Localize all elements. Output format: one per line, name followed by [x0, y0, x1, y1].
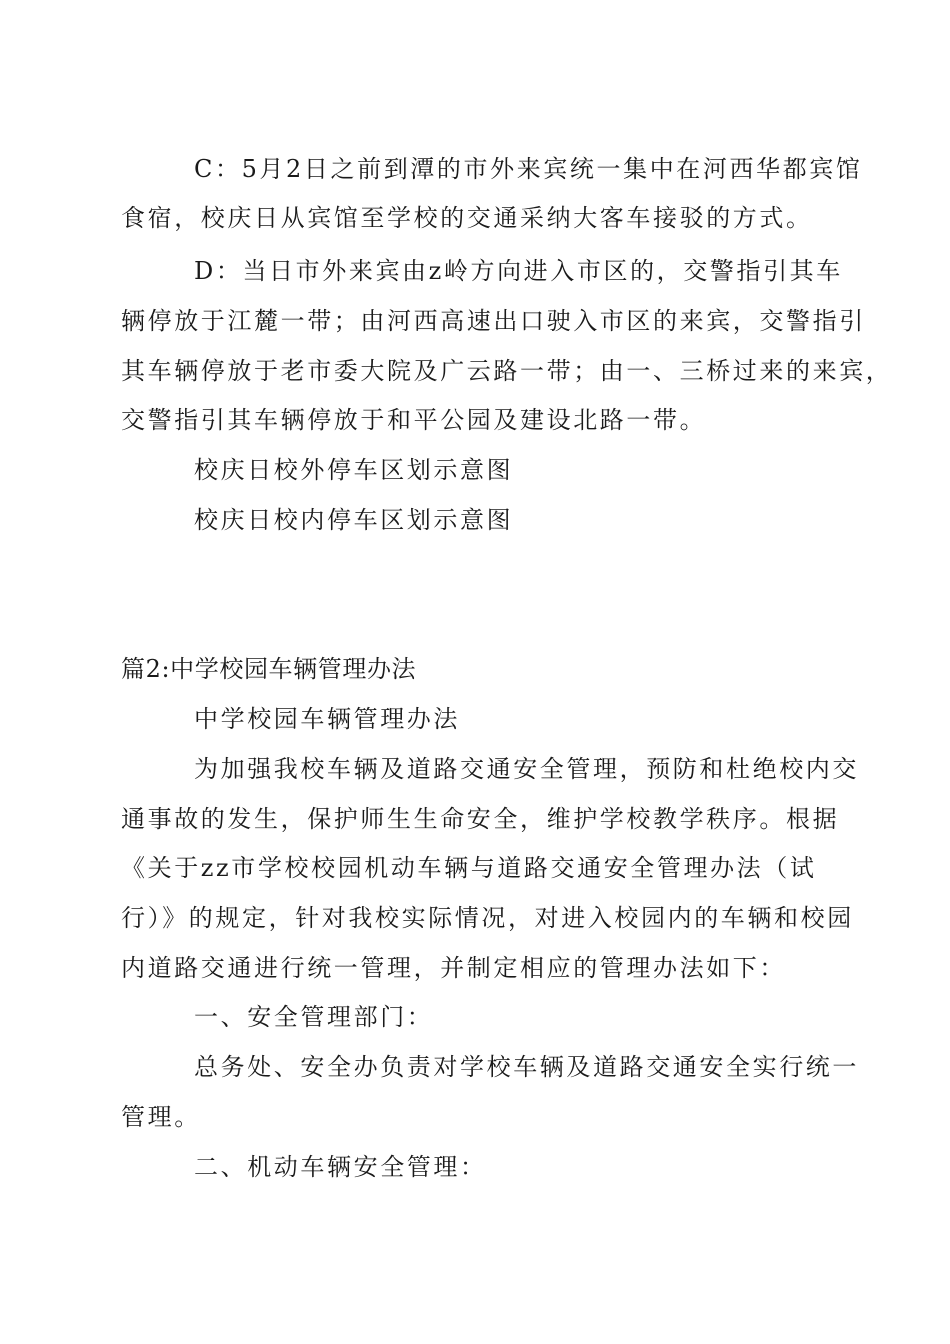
intro-line-4: 行）》的规定，针对我校实际情况，对进入校园内的车辆和校园 [121, 904, 854, 932]
section-1-line-1: 总务处、安全办负责对学校车辆及道路交通安全实行统一 [194, 1053, 859, 1081]
paragraph-d-line-2: 辆停放于江麓一带；由河西高速出口驶入市区的来宾，交警指引 [121, 307, 866, 335]
section-heading-2: 二、机动车辆安全管理： [194, 1153, 487, 1181]
figure-caption-inside-parking: 校庆日校内停车区划示意图 [194, 506, 514, 534]
intro-line-2: 通事故的发生，保护师生生命安全，维护学校教学秩序。根据 [121, 805, 840, 833]
document-title: 中学校园车辆管理办法 [194, 705, 460, 733]
section-1-line-2: 管理。 [121, 1103, 201, 1131]
intro-line-1: 为加强我校车辆及道路交通安全管理，预防和杜绝校内交 [194, 755, 859, 783]
chapter-heading: 篇2:中学校园车辆管理办法 [121, 655, 417, 683]
paragraph-d-line-4: 交警指引其车辆停放于和平公园及建设北路一带。 [121, 406, 707, 434]
paragraph-c-line-1: C：5月2日之前到潭的市外来宾统一集中在河西华都宾馆 [194, 155, 863, 183]
intro-line-5: 内道路交通进行统一管理，并制定相应的管理办法如下： [121, 954, 786, 982]
section-heading-1: 一、安全管理部门： [194, 1003, 434, 1031]
paragraph-d-line-3: 其车辆停放于老市委大院及广云路一带；由一、三桥过来的来宾， [121, 357, 893, 385]
intro-line-3: 《关于zz市学校校园机动车辆与道路交通安全管理办法（试 [121, 854, 817, 882]
figure-caption-outside-parking: 校庆日校外停车区划示意图 [194, 456, 514, 484]
paragraph-d-line-1: D：当日市外来宾由z岭方向进入市区的，交警指引其车 [194, 257, 843, 285]
paragraph-c-line-2: 食宿，校庆日从宾馆至学校的交通采纳大客车接驳的方式。 [121, 204, 813, 232]
